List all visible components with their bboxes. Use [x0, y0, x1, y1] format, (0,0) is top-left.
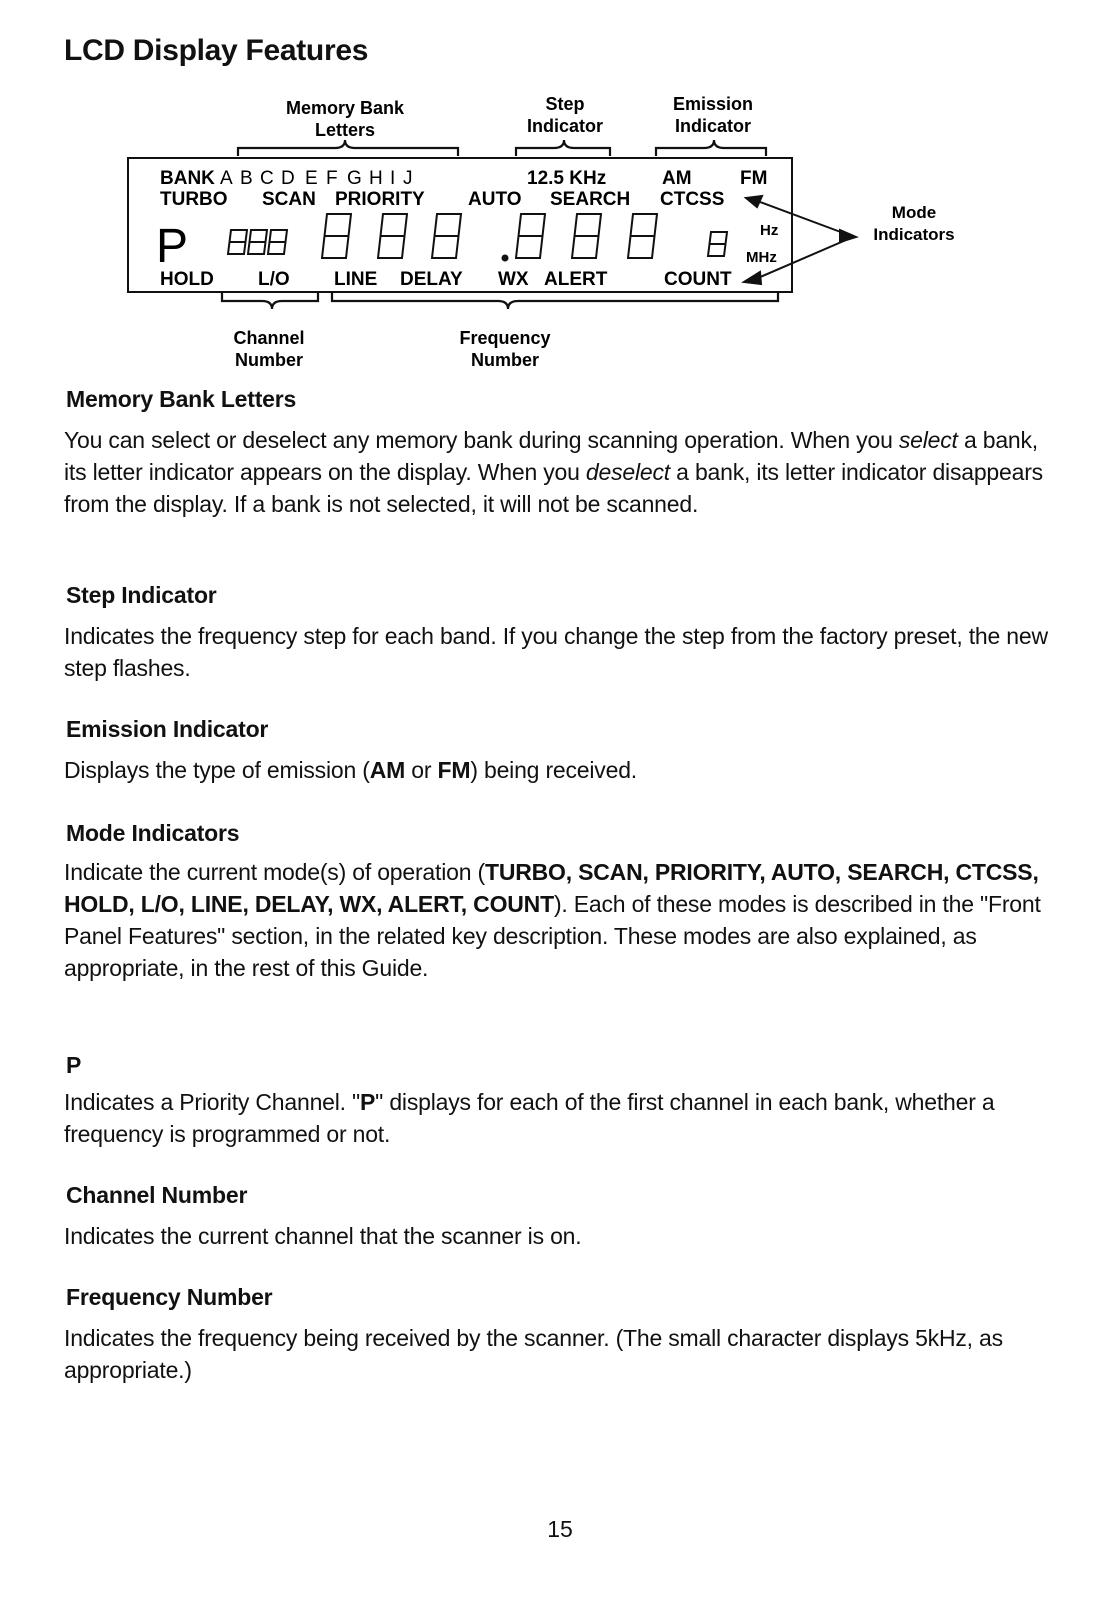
callout-channel: Channel [233, 328, 305, 348]
lcd-digit [228, 230, 247, 254]
lcd-bank-letter-j: J [403, 168, 413, 189]
callout-memory-bank-2: Letters [314, 120, 376, 140]
lcd-digit-group [228, 214, 727, 258]
lcd-digit [268, 230, 287, 254]
text-p [64, 1086, 1049, 1150]
heading-step-indicator: Step Indicator [66, 582, 217, 608]
text-frequency-number: Indicates the frequency being received by the scanner. (The small character displays 5kHz, as appropriate.) [64, 1325, 1003, 1383]
heading-channel-number: Channel Number [66, 1182, 248, 1208]
lcd-line: LINE [334, 269, 378, 290]
lcd-hz: Hz [760, 222, 779, 239]
lcd-lo: L/O [258, 269, 290, 290]
lcd-digit [572, 214, 601, 258]
text-part: a bank, its letter indicator disappears from the display. If a bank is not selected, it will not be scanned. [64, 459, 1043, 517]
lcd-fm: FM [740, 168, 768, 189]
mode-arrows [744, 196, 856, 284]
heading-mode-indicators: Mode Indicators [66, 820, 240, 846]
lcd-ctcss: CTCSS [660, 189, 725, 210]
lcd-bank-letter-d: D [281, 168, 295, 189]
page-title: LCD Display Features [64, 34, 369, 67]
lcd-search: SEARCH [550, 189, 631, 210]
lcd-bank-letter-i: I [390, 168, 396, 189]
text-emphasis-select: select [898, 427, 958, 453]
text-part: or [405, 757, 438, 783]
text-part: ). Each of these modes is described in the "Front Panel Features" section, in the related key description. These modes are also explained, as appropriate, in the rest of this Guide. [64, 891, 1041, 981]
bracket-memory-bank [238, 140, 458, 156]
lcd-auto: AUTO [468, 189, 522, 210]
page-number: 15 [547, 1516, 573, 1542]
callout-emission-2: Indicator [674, 116, 752, 136]
callout-mode: Mode [891, 203, 937, 222]
lcd-digit [516, 214, 545, 258]
callout-memory-bank: Memory Bank [285, 98, 405, 118]
text-part: ) being received. [470, 757, 637, 783]
lcd-digit [432, 214, 461, 258]
text-part: You can select or deselect any memory bank during scanning operation. When you [64, 427, 899, 453]
lcd-digit [322, 214, 351, 258]
callout-frequency: Frequency [459, 328, 551, 348]
lcd-digit [378, 214, 407, 258]
lcd-bank-letter-g: G [347, 168, 362, 189]
text-memory-bank-letters [64, 424, 1049, 520]
callout-step-2: Indicator [526, 116, 604, 136]
lcd-step-value: 12.5 KHz [527, 168, 607, 189]
callout-frequency-2: Number [470, 350, 540, 370]
callout-channel-2: Number [234, 350, 304, 370]
lcd-hold: HOLD [160, 269, 214, 290]
lcd-alert: ALERT [544, 269, 608, 290]
bracket-step [516, 140, 610, 156]
text-part: Displays the type of emission ( [64, 757, 370, 783]
lcd-priority-p: P [156, 220, 189, 273]
lcd-bank-letter-e: E [305, 168, 318, 189]
lcd-am: AM [662, 168, 692, 189]
lcd-wx: WX [498, 269, 529, 290]
lcd-bank-letter-a: A [220, 168, 233, 189]
callout-mode-2: Indicators [873, 225, 955, 244]
text-channel-number: Indicates the current channel that the scanner is on. [64, 1223, 582, 1249]
text-part: Indicate the current mode(s) of operation ( [64, 859, 485, 885]
text-part: " displays for each of the first channel in each bank, whether a frequency is programmed or not. [64, 1089, 995, 1147]
heading-emission-indicator: Emission Indicator [66, 716, 269, 742]
text-bold-p: P [360, 1089, 376, 1115]
heading-frequency-number: Frequency Number [66, 1284, 273, 1310]
lcd-bank-letter-b: B [240, 168, 253, 189]
text-part: a bank, its letter indicator appears on the display. When you [64, 427, 1038, 485]
text-part: Indicates a Priority Channel. " [64, 1089, 361, 1115]
lcd-digit [248, 230, 267, 254]
bracket-channel [222, 293, 318, 309]
lcd-turbo: TURBO [160, 189, 228, 210]
text-bold-fm: FM [437, 757, 471, 783]
lcd-mhz: MHz [746, 249, 777, 266]
lcd-digit [708, 232, 727, 256]
callout-step: Step [545, 94, 585, 114]
text-mode-indicators [64, 856, 1049, 984]
text-bold-modes: TURBO, SCAN, PRIORITY, AUTO, SEARCH, CTCSS, HOLD, L/O, LINE, DELAY, WX, ALERT, COUNT [64, 859, 1039, 917]
lcd-bank-letter-h: H [369, 168, 383, 189]
lcd-diagram [0, 0, 1120, 400]
lcd-delay: DELAY [400, 269, 463, 290]
lcd-bank-letter-f: F [326, 168, 338, 189]
text-step-indicator: Indicates the frequency step for each band. If you change the step from the factory preset, the new step flashes. [64, 623, 1048, 681]
heading-p: P [66, 1052, 82, 1078]
lcd-scan: SCAN [262, 189, 316, 210]
lcd-bank-letter-c: C [260, 168, 274, 189]
heading-memory-bank-letters: Memory Bank Letters [66, 386, 297, 412]
lcd-digit [628, 214, 657, 258]
bracket-emission [656, 140, 766, 156]
lcd-priority: PRIORITY [335, 189, 425, 210]
lcd-bank-label: BANK [160, 168, 215, 189]
text-emission-indicator [64, 754, 1049, 786]
lcd-decimal-point [502, 255, 509, 262]
text-bold-am: AM [369, 757, 406, 783]
bracket-frequency [332, 293, 778, 309]
callout-emission: Emission [672, 94, 754, 114]
text-emphasis-deselect: deselect [585, 459, 670, 485]
lcd-count: COUNT [664, 269, 732, 290]
